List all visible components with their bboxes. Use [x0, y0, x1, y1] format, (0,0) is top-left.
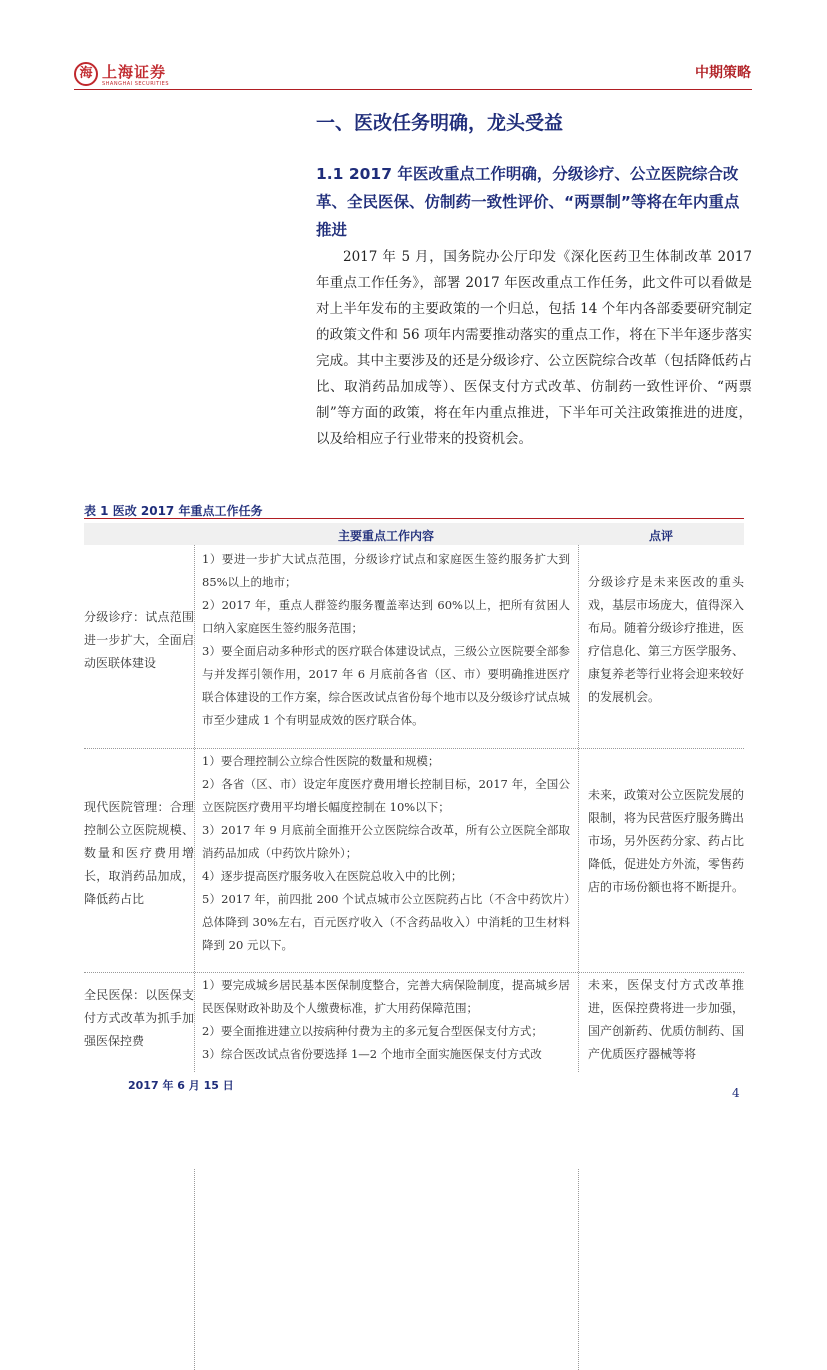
row-category: 全民医保：以医保支付方式改革为抓手加强医保控费 [84, 988, 194, 1048]
table-row [84, 750, 744, 970]
row-comment: 分级诊疗是未来医改的重头戏，基层市场庞大，值得深入布局。随着分级诊疗推进，医疗信息化、第三方医学服务、康复养老等行业将会迎来较好的发展机会。 [588, 575, 745, 704]
row-items [202, 548, 570, 732]
page-bottom-margin [0, 1072, 827, 1169]
table-caption: 表 1 医改 2017 年重点工作任务 [84, 504, 263, 518]
table-header [84, 523, 744, 545]
page-number: 4 [732, 1086, 740, 1100]
table-row [84, 974, 744, 1074]
row-item: 3）要全面启动多种形式的医疗联合体建设试点，三级公立医院要全部参与并发挥引领作用，2017 年 6 月底前各省（区、市）要明确推进医疗联合体建设的工作方案，综合医改试点省份每个地市以及分级诊疗试点城市至少建成 1 个有明显成效的医疗联合体。 [202, 644, 570, 727]
row-item: 2）要全面推进建立以按病种付费为主的多元复合型医保支付方式； [202, 1024, 543, 1038]
row-item: 1）要完成城乡居民基本医保制度整合，完善大病保险制度，提高城乡居民医保财政补助及个人缴费标准，扩大用药保障范围； [202, 978, 570, 1015]
logo-seal-icon: 海 [74, 62, 98, 86]
logo-text: 上海证券 [102, 63, 167, 81]
row-item: 2）2017 年，重点人群签约服务覆盖率达到 60%以上，把所有贫困人口纳入家庭医生签约服务范围； [202, 598, 570, 635]
row-item: 1）要进一步扩大试点范围，分级诊疗试点和家庭医生签约服务扩大到 85%以上的地市； [202, 552, 570, 589]
row-divider [84, 972, 744, 973]
header-divider [74, 89, 752, 90]
subsection-title: 1.1 2017 年医改重点工作明确，分级诊疗、公立医院综合改革、全民医保、仿制药一致性评价、“两票制”等将在年内重点推进 [316, 165, 740, 239]
row-item: 3）2017 年 9 月底前全面推开公立医院综合改革，所有公立医院全部取消药品加成（中药饮片除外）； [202, 823, 570, 860]
row-items [202, 974, 570, 1066]
row-items [202, 750, 570, 957]
row-item: 5）2017 年，前四批 200 个试点城市公立医院药占比（不含中药饮片）总体降到 30%左右，百元医疗收入（不含药品收入）中消耗的卫生材料降到 20 元以下。 [202, 892, 570, 952]
row-item: 4）逐步提高医疗服务收入在医院总收入中的比例； [202, 869, 463, 883]
intro-paragraph: 2017 年 5 月，国务院办公厅印发《深化医药卫生体制改革 2017 年重点工作任务》，部署 2017 年医改重点工作任务，此文件可以看做是对上半年发布的主要政策的一个归总，包括 14 个年内各部委要研究制定的政策文件和 56 项年内需要推动落实的重点工作，将在下半年逐步落实完成。其中主要涉及的还是分级诊疗、公立医院综合改革（包括降低药占比、取消药品加成等）、医保支付方式改革、仿制药一致性评价、“两票制”等方面的政策，将在年内重点推进，下半年可关注政策推进的进度，以及给相应子行业带来的投资机会。 [316, 249, 752, 447]
table-header-content: 主要重点工作内容 [337, 529, 434, 543]
table-top-rule [84, 518, 744, 519]
section-title: 一、医改任务明确，龙头受益 [316, 112, 564, 134]
table-header-comment: 点评 [648, 529, 673, 543]
row-item: 2）各省（区、市）设定年度医疗费用增长控制目标，2017 年，全国公立医院医疗费用平均增长幅度控制在 10%以下； [202, 777, 570, 814]
report-type-label: 中期策略 [695, 65, 751, 81]
row-divider [84, 748, 744, 749]
row-comment: 未来，政策对公立医院发展的限制，将为民营医疗服务腾出市场，另外医药分家、药占比降低，促进处方外流，零售药店的市场份额也将不断提升。 [588, 788, 745, 894]
logo-subtext: SHANGHAI SECURITIES [102, 81, 170, 87]
row-category: 现代医院管理：合理控制公立医院规模、数量和医疗费用增长，取消药品加成，降低药占比 [84, 800, 194, 906]
company-logo [74, 60, 184, 90]
table-row [84, 548, 744, 746]
row-item: 3）综合医改试点省份要选择 1—2 个地市全面实施医保支付方式改 [202, 1047, 542, 1061]
footer-date: 2017 年 6 月 15 日 [128, 1079, 234, 1092]
row-item: 1）要合理控制公立综合性医院的数量和规模； [202, 754, 440, 768]
row-category: 分级诊疗：试点范围进一步扩大，全面启动医联体建设 [84, 610, 194, 670]
row-comment: 未来，医保支付方式改革推进，医保控费将进一步加强，国产创新药、优质仿制药、国产优质医疗器械等将 [588, 978, 745, 1061]
